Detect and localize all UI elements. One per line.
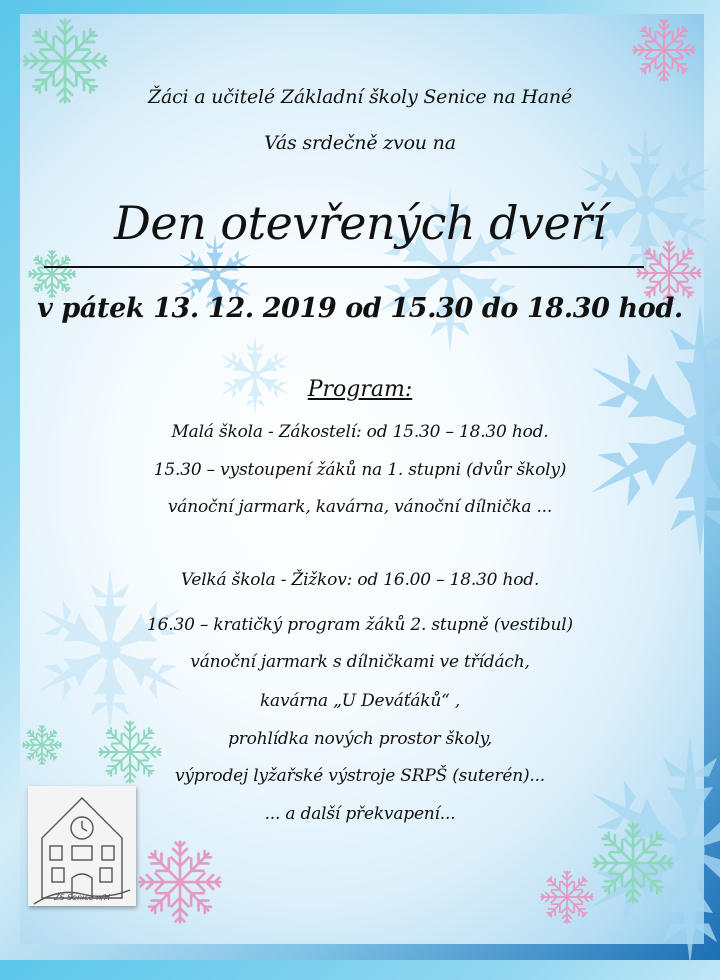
- program-line: výprodej lyžařské výstroje SRPŠ (suterén)...: [175, 766, 545, 786]
- program-line: 15.30 – vystoupení žáků na 1. stupni (dvůr školy): [153, 460, 567, 480]
- logo-caption: ZŠ Senice n/H: [53, 893, 111, 902]
- snowflake-icon: [632, 18, 696, 82]
- program-heading: Program:: [307, 377, 413, 402]
- program-line: vánoční jarmark s dílničkami ve třídách,: [190, 652, 530, 672]
- snowflake-icon: [28, 250, 76, 298]
- snowflake-icon: [138, 840, 222, 924]
- snowflake-icon: [592, 822, 674, 904]
- program-line: vánoční jarmark, kavárna, vánoční dílnička ...: [167, 497, 553, 517]
- program-line: Velká škola - Žižkov: od 16.00 – 18.30 hod.: [180, 570, 540, 590]
- invitation-line-2: Vás srdečně zvou na: [264, 132, 456, 154]
- program-line: Malá škola - Zákostelí: od 15.30 – 18.30 hod.: [171, 422, 549, 442]
- snowflake-icon: [210, 330, 300, 420]
- title-underline: [44, 266, 644, 268]
- invitation-line-1: Žáci a učitelé Základní školy Senice na Hané: [147, 86, 573, 108]
- program-line: 16.30 – kratičký program žáků 2. stupně (vestibul): [147, 615, 573, 635]
- program-line: prohlídka nových prostor školy,: [228, 729, 492, 749]
- page-title: Den otevřených dveří: [114, 196, 606, 250]
- event-date: v pátek 13. 12. 2019 od 15.30 do 18.30 hod.: [37, 293, 683, 324]
- program-line: ... a další překvapení...: [264, 804, 456, 824]
- program-line: kavárna „U Deváťáků“ ,: [259, 691, 461, 711]
- snowflake-icon: [540, 870, 594, 924]
